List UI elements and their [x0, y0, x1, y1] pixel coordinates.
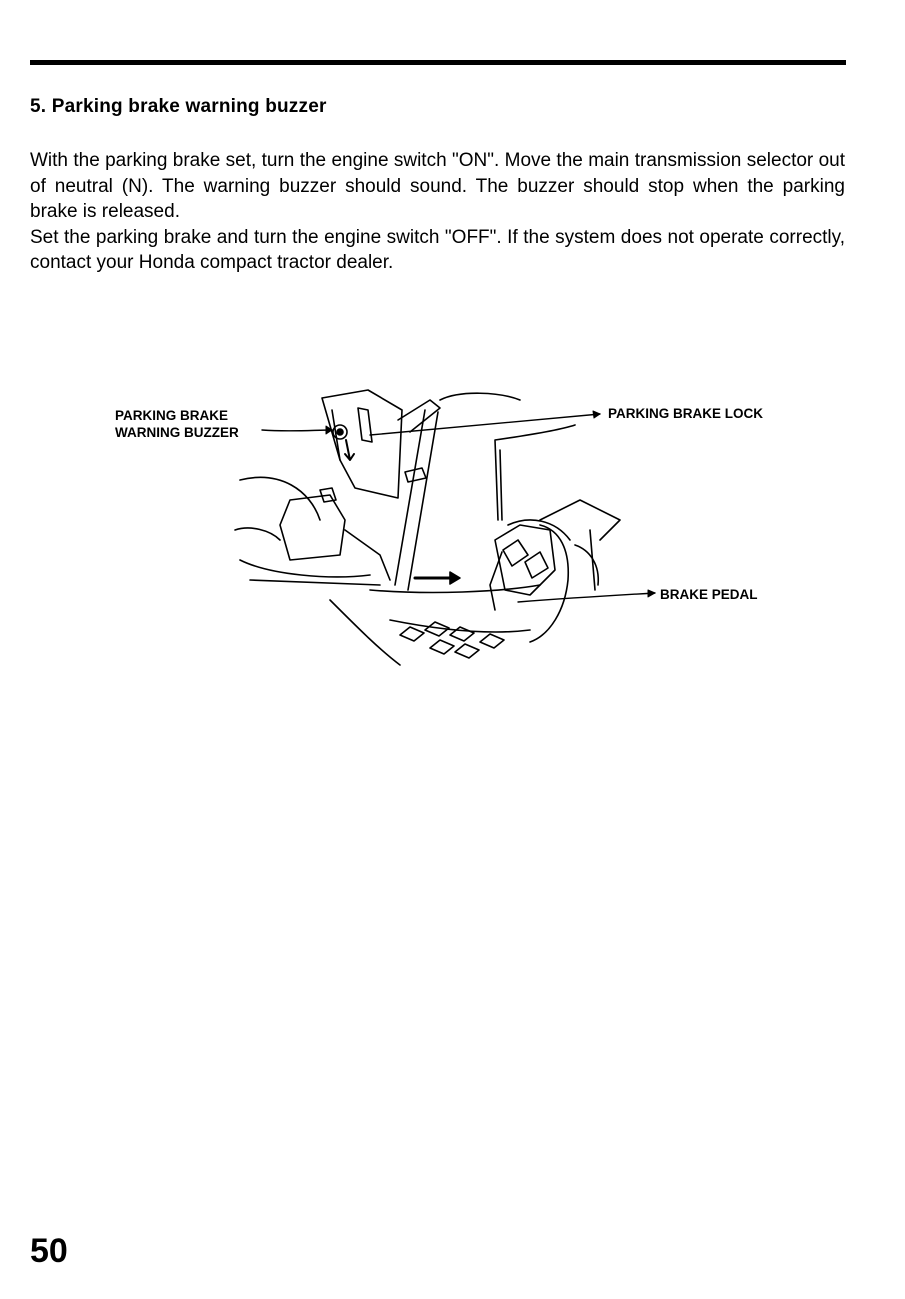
label-parking-brake: PARKING BRAKE	[115, 408, 229, 423]
section-title: 5. Parking brake warning buzzer	[30, 96, 327, 117]
label-parking-brake-lock: PARKING BRAKE LOCK	[608, 406, 763, 421]
label-warning-buzzer: WARNING BUZZER	[115, 425, 239, 440]
label-brake-pedal: BRAKE PEDAL	[660, 587, 758, 602]
paragraph-2: Set the parking brake and turn the engine switch "OFF". If the system does not operate correctly, contact your Honda compact tractor dealer.	[30, 226, 845, 273]
top-rule	[30, 60, 846, 65]
tractor-brake-illustration	[100, 380, 820, 680]
page-number: 50	[30, 1232, 68, 1270]
paragraph-1: With the parking brake set, turn the engine switch "ON". Move the main transmission selector out of neutral (N). The warning buzzer should sound. The buzzer should stop when the parking brake is released.	[30, 150, 845, 222]
body-text	[30, 148, 845, 276]
